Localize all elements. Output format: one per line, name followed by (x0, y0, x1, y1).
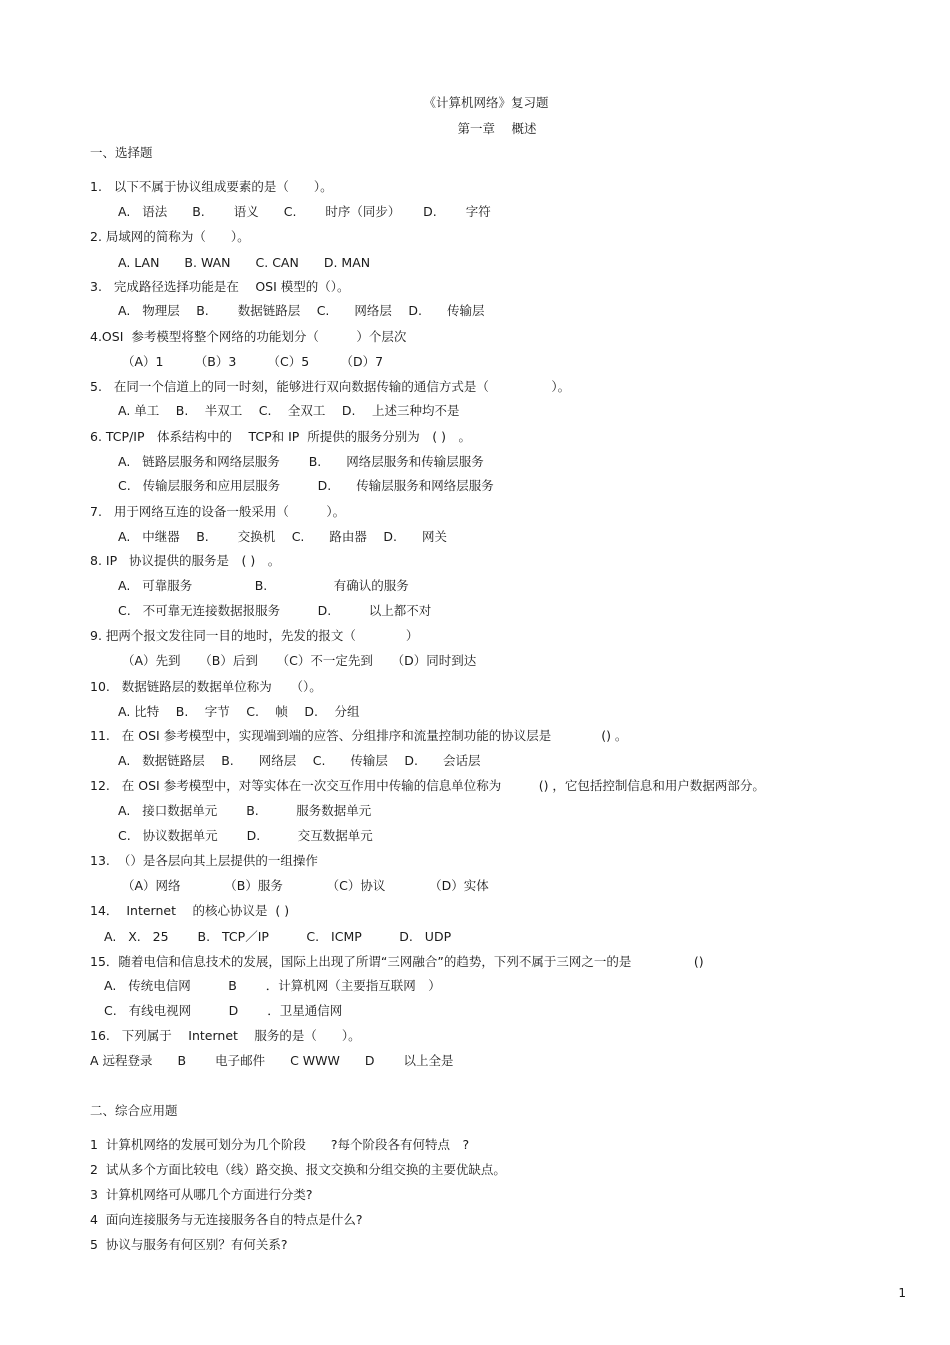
question-stem: 12. 在 OSI 参考模型中，对等实体在一次交互作用中传输的信息单位称为 () ，它包括控制信息和用户数据两部分。 (90, 778, 765, 793)
application-question: 3 计算机网络可从哪几个方面进行分类? (90, 1187, 313, 1202)
application-question: 2 试从多个方面比较电（线）路交换、报文交换和分组交换的主要优缺点。 (90, 1162, 506, 1177)
chapter-heading: 第一章 概述 (457, 121, 537, 136)
question-stem: 8. IP 协议提供的服务是 ( ) 。 (90, 553, 281, 568)
page-title: 《计算机网络》复习题 (423, 95, 549, 110)
section-heading-choice: 一、选择题 (90, 145, 153, 160)
question-options: A. X. 25 B. TCP／IP C. ICMP D. UDP (104, 929, 452, 944)
question-options: A. 传统电信网 B ．计算机网（主要指互联网 ） (104, 978, 441, 993)
question-stem: 14． Internet 的核心协议是 ( ) (90, 903, 290, 918)
question-options: A. 接口数据单元 B. 服务数据单元 (118, 803, 372, 818)
question-options: （A）先到 （B）后到 （C）不一定先到 （D）同时到达 (122, 653, 477, 668)
question-options: A. 语法 B. 语义 C. 时序（同步） D. 字符 (118, 204, 491, 219)
question-options: A. 中继器 B. 交换机 C. 路由器 D. 网关 (118, 529, 447, 544)
question-options: A 远程登录 B 电子邮件 C WWW D 以上全是 (90, 1053, 454, 1068)
application-question: 4 面向连接服务与无连接服务各自的特点是什么? (90, 1212, 363, 1227)
page-number: 1 (898, 1286, 906, 1300)
application-question: 1 计算机网络的发展可划分为几个阶段 ?每个阶段各有何特点 ? (90, 1137, 470, 1152)
question-stem: 11. 在 OSI 参考模型中，实现端到端的应答、分组排序和流量控制功能的协议层是 () 。 (90, 728, 628, 743)
question-options: C. 协议数据单元 D. 交互数据单元 (118, 828, 373, 843)
question-stem: 2. 局域网的简称为（ ）。 (90, 229, 250, 244)
question-options: （A）1 （B）3 （C）5 （D）7 (122, 354, 384, 369)
question-options: A. 物理层 B. 数据链路层 C. 网络层 D. 传输层 (118, 303, 485, 318)
question-stem: 7. 用于网络互连的设备一般采用（ ）。 (90, 504, 346, 519)
question-options: A. 比特 B. 字节 C. 帧 D. 分组 (118, 704, 360, 719)
question-stem: 13. （）是各层向其上层提供的一组操作 (90, 853, 318, 868)
question-stem: 1. 以下不属于协议组成要素的是（ ）。 (90, 179, 333, 194)
question-options: A. 单工 B. 半双工 C. 全双工 D. 上述三种均不是 (118, 403, 460, 418)
question-stem: 3. 完成路径选择功能是在 OSI 模型的（）。 (90, 279, 350, 294)
question-options: C. 传输层服务和应用层服务 D. 传输层服务和网络层服务 (118, 478, 494, 493)
question-stem: 15．随着电信和信息技术的发展，国际上出现了所谓“三网融合”的趋势，下列不属于三网之一的是 () (90, 954, 704, 969)
question-stem: 16. 下列属于 Internet 服务的是（ ）。 (90, 1028, 361, 1043)
question-stem: 4.OSI 参考模型将整个网络的功能划分（ ）个层次 (90, 329, 407, 344)
question-stem: 10. 数据链路层的数据单位称为 （）。 (90, 679, 322, 694)
question-stem: 9. 把两个报文发往同一目的地时，先发的报文（ ） (90, 628, 419, 643)
question-options: C. 有线电视网 D ．卫星通信网 (104, 1003, 343, 1018)
application-question: 5 协议与服务有何区别？有何关系? (90, 1237, 288, 1252)
question-options: A. 可靠服务 B. 有确认的服务 (118, 578, 409, 593)
question-stem: 5. 在同一个信道上的同一时刻，能够进行双向数据传输的通信方式是（ ）。 (90, 379, 571, 394)
question-options: A. 数据链路层 B. 网络层 C. 传输层 D. 会话层 (118, 753, 481, 768)
question-options: A. LAN B. WAN C. CAN D. MAN (118, 255, 371, 270)
question-options: C. 不可靠无连接数据报服务 D. 以上都不对 (118, 603, 432, 618)
question-options: （A）网络 （B）服务 （C）协议 （D）实体 (122, 878, 489, 893)
question-options: A. 链路层服务和网络层服务 B. 网络层服务和传输层服务 (118, 454, 484, 469)
section-heading-application: 二、综合应用题 (90, 1103, 178, 1118)
question-stem: 6. TCP/IP 体系结构中的 TCP和 IP 所提供的服务分别为 ( ) 。 (90, 429, 472, 444)
